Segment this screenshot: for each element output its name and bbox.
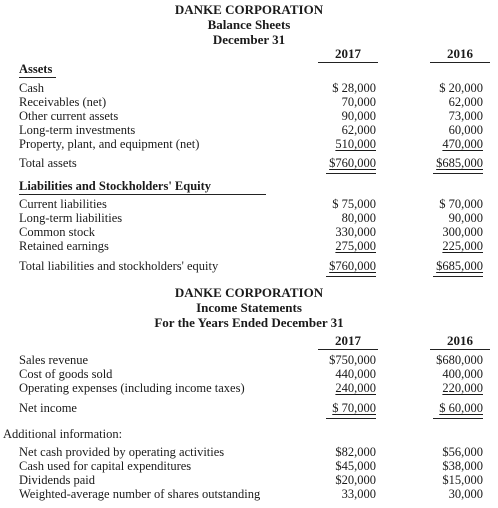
assets-heading-rule xyxy=(19,77,56,78)
asset-value-2017: 510,000 xyxy=(335,137,376,151)
asset-label: Receivables (net) xyxy=(19,95,107,109)
asset-label: Property, plant, and equipment (net) xyxy=(19,137,200,151)
liability-value-2016: $ 70,000 xyxy=(439,197,483,211)
net-income-label: Net income xyxy=(19,401,77,415)
is-col-2017: 2017 xyxy=(335,333,361,348)
additional-row-label: Dividends paid xyxy=(19,473,96,487)
liability-value-2016: 90,000 xyxy=(448,211,483,225)
additional-row-2016: $56,000 xyxy=(442,445,483,459)
liability-label: Long-term liabilities xyxy=(19,211,123,225)
additional-row-2016: $15,000 xyxy=(442,473,483,487)
income-row-2016: $680,000 xyxy=(436,353,483,367)
assets-heading: Assets xyxy=(19,62,53,76)
bs-col-rule-2017 xyxy=(318,62,378,63)
bs-col-rule-2016 xyxy=(430,62,490,63)
liability-label: Retained earnings xyxy=(19,239,109,253)
is-col-rule-2016 xyxy=(430,349,490,350)
additional-row-2016: $38,000 xyxy=(442,459,483,473)
asset-label: Other current assets xyxy=(19,109,119,123)
income-row-2017: 440,000 xyxy=(335,367,376,381)
is-col-2016: 2016 xyxy=(447,333,473,348)
liability-label: Common stock xyxy=(19,225,96,239)
income-row-2017: 240,000 xyxy=(335,381,376,395)
asset-value-2016: $ 20,000 xyxy=(439,81,483,95)
additional-row-2017: $45,000 xyxy=(335,459,376,473)
asset-value-2017: $ 28,000 xyxy=(332,81,376,95)
liability-label: Current liabilities xyxy=(19,197,107,211)
liability-value-2016: 225,000 xyxy=(442,239,483,253)
asset-value-2016: 60,000 xyxy=(448,123,483,137)
liability-value-2017: 80,000 xyxy=(341,211,376,225)
liability-value-2017: 275,000 xyxy=(335,239,376,253)
liabilities-heading-rule xyxy=(19,194,266,195)
income-row-label: Cost of goods sold xyxy=(19,367,113,381)
total-assets-double-rule-2017 xyxy=(326,173,376,174)
liability-value-2016: 300,000 xyxy=(442,225,483,239)
total-liabilities-2016: $685,000 xyxy=(436,259,483,273)
additional-row-2017: $20,000 xyxy=(335,473,376,487)
liability-value-2017: $ 75,000 xyxy=(332,197,376,211)
total-liabilities-2017: $760,000 xyxy=(329,259,376,273)
income-statement-period: For the Years Ended December 31 xyxy=(154,315,344,330)
income-statement-company: DANKE CORPORATION xyxy=(174,285,324,300)
asset-value-2016: 62,000 xyxy=(448,95,483,109)
additional-row-2016: 30,000 xyxy=(448,487,483,501)
asset-label: Long-term investments xyxy=(19,123,136,137)
total-assets-2017: $760,000 xyxy=(329,156,376,170)
additional-row-label: Weighted-average number of shares outstanding xyxy=(19,487,261,501)
income-row-2016: 220,000 xyxy=(442,381,483,395)
income-row-label: Sales revenue xyxy=(19,353,89,367)
income-row-2017: $750,000 xyxy=(329,353,376,367)
bs-col-2016: 2016 xyxy=(447,46,473,61)
total-liabilities-double-rule-2017 xyxy=(326,276,376,277)
net-income-double-rule-2017 xyxy=(326,418,376,419)
asset-value-2016: 470,000 xyxy=(442,137,483,151)
additional-row-2017: $82,000 xyxy=(335,445,376,459)
total-liabilities-label: Total liabilities and stockholders' equity xyxy=(19,259,219,273)
liabilities-heading: Liabilities and Stockholders' Equity xyxy=(19,179,212,193)
asset-value-2017: 90,000 xyxy=(341,109,376,123)
asset-label: Cash xyxy=(19,81,44,95)
total-assets-2016: $685,000 xyxy=(436,156,483,170)
additional-info-heading: Additional information: xyxy=(3,427,123,441)
asset-value-2016: 73,000 xyxy=(448,109,483,123)
asset-value-2017: 70,000 xyxy=(341,95,376,109)
balance-sheet-date: December 31 xyxy=(212,32,286,47)
income-statement-title: Income Statements xyxy=(196,300,302,315)
balance-sheet-title: Balance Sheets xyxy=(207,17,291,32)
total-assets-double-rule-2016 xyxy=(433,173,483,174)
balance-sheet-company: DANKE CORPORATION xyxy=(174,2,324,17)
asset-value-2017: 62,000 xyxy=(341,123,376,137)
bs-col-2017: 2017 xyxy=(335,46,361,61)
income-row-2016: 400,000 xyxy=(442,367,483,381)
net-income-2016: $ 60,000 xyxy=(439,401,483,415)
net-income-2017: $ 70,000 xyxy=(332,401,376,415)
income-row-label: Operating expenses (including income taxes) xyxy=(19,381,245,395)
is-col-rule-2017 xyxy=(318,349,378,350)
additional-row-2017: 33,000 xyxy=(341,487,376,501)
total-assets-label: Total assets xyxy=(19,156,77,170)
total-liabilities-double-rule-2016 xyxy=(433,276,483,277)
net-income-double-rule-2016 xyxy=(433,418,483,419)
additional-row-label: Net cash provided by operating activities xyxy=(19,445,225,459)
liability-value-2017: 330,000 xyxy=(335,225,376,239)
additional-row-label: Cash used for capital expenditures xyxy=(19,459,192,473)
